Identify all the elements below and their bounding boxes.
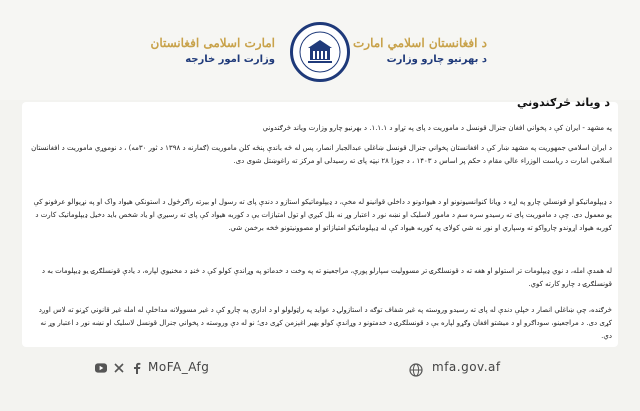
footer	[0, 350, 640, 411]
facebook-icon[interactable]	[131, 362, 143, 374]
paragraph-5: څرګنده، چې ښاغلي انصار د خپلې دندې له پای ته رسیدو وروسته په غیر شفاف توګه د استازولۍ د عواید په راټولولو او د اداري په چارو کې د غیر مسوولانه مداخلې له امله غیر قانوني کړنو ته لاس اوږد کړی دی. د مراجعینو، سوداګرو او د میشتو افغان وګړو لپاره بې د قونسلګرۍ د خدمتونو د وړاندې کولو بهیر اغېزمن کړی دی؛ نو له دې وروسته د پخواني جنرال قونسل لاسلیک او نښه نور د اعتبار وړ نه دي.	[38, 306, 612, 340]
paragraph-4: له همدې امله، د نوي ډیپلومات تر استولو او هغه ته د قونسلګرۍ تر مسوولیت سپارلو پورې، مراجعینو ته په وخت د خدماتو په وړاندې کولو کې د څنډ د مخنیوي لپاره، د یادې قونسلګرۍ یو ډیپلومات به د قونسلګرۍ د چارو کارته کوي.	[41, 267, 612, 288]
x-icon[interactable]	[113, 362, 125, 374]
social-handle[interactable]: MoFA_Afg	[148, 360, 210, 374]
paragraph-3: د ډیپلوماتیکو او قونسلي چارو په اړه د ویانا کنوانسیونونو او د هیوادونو د داخلي قوانینو له مخې، د ډیپلوماتیکو استازو د دندې پای ته رسول او بیرته راګرځول د استونکي هیواد واک او په نړیوالو عرفونو کې یو معمول دی. چې د ماموریت پای ته رسیدو سره سم د مامور لاسلیک او نښه نور د اعتبار وړ نه بلل کیږي او تول امتیازات یې د کوربه هیواد کې پای ته رسیږي او یاد شخص باید دخیل ډیپلوماتیک کارت د کوربه هیواد اړوندو چارواکو ته وسپاري او نور نه شي کولای په کوربه هیواد کې له ډیپلوماتیکو امتیازاتو او مصوونیتونو څخه برخمن شي.	[33, 198, 612, 232]
social-icons	[95, 362, 143, 374]
header-right-title: د افغانستان اسلامي امارت	[352, 36, 487, 50]
globe-icon	[409, 362, 423, 376]
statement-card	[22, 96, 618, 347]
header-right-subtitle: د بهرنیو چارو وزارت	[386, 54, 487, 65]
statement-title: د ویاند څرګندوني	[517, 96, 610, 109]
website-link[interactable]: mfa.gov.af	[432, 360, 501, 374]
youtube-icon[interactable]	[95, 362, 107, 374]
header-left-title: امارت اسلامی افغانستان	[150, 36, 275, 50]
paragraph-2: د ایران اسلامي جمهوریت په مشهد ښار کې د افغانستان پخواني جنرال قونسل ښاغلي عبدالجبار انصار، پس له څه باندې پنځه کلن ماموریت (ګمارنه د ۱۳۹۸ د ثور ۳۰مه) ، د نوموړي ماموریت د افغانستان اسلامي امارت د ریاست الوزراء عالي مقام د حکم پر اساس د ۱۴۰۳ ، د جوزا ۲۸ نېټه پای ته رسیدلی او مرکز ته راغوښتل شوی دی.	[31, 144, 612, 165]
header-right	[352, 36, 487, 65]
header-left-subtitle: وزارت امور خارجه	[185, 54, 275, 65]
paragraph-1: په مشهد - ایران کې د پخواني افغان جنرال قونسل د ماموریت د پای په تړاو د ۱.۱.۱. د بهرنیو چارو وزارت ویاند څرګندوني	[262, 124, 612, 132]
ministry-emblem-icon	[290, 22, 350, 82]
header	[0, 0, 640, 100]
header-left	[150, 36, 275, 65]
